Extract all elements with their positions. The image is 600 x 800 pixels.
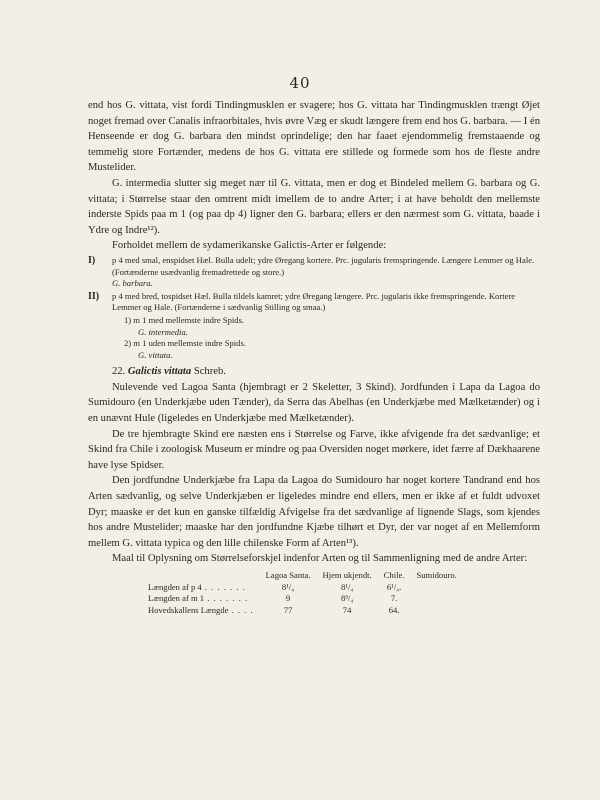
section-species-name: Galictis vittata (127, 366, 192, 378)
key-item-2a (88, 315, 540, 327)
table-cell: 8¹/₄ (340, 581, 354, 592)
table-header: Chile. (383, 570, 405, 580)
section-number: 22. (112, 366, 126, 378)
table-cell (410, 593, 462, 605)
table-header: Hjem ukjendt. (322, 570, 372, 580)
key-item-2b (88, 338, 540, 350)
section-author: Schreb. (193, 366, 226, 378)
paragraph-1: end hos G. vittata, vist fordi Tindingmusklen er svagere; hos G. vittata har Tindingmusklen trængt Øjet noget fremad over Canalis infraorbitales, hvis øvre Væg er skudt længere frem end hos G. barbara. — I én Henseende er dog G. barbara den mindst oprindelige; den har faaet ejendommelig fremstaaende og temmelig store Fortænder, medens de hos G. vittata ere stillede og formede som hos de fleste andre Mustelider. (88, 100, 540, 174)
table-row: Længden af p 4 . . . . . . . 8¹/₄ 8¹/₄ 6¹/₄. (148, 582, 463, 594)
measurement-table (148, 570, 463, 616)
key-item-1-number: I) (88, 254, 96, 266)
table-cell: 8¹/₄ (281, 581, 295, 592)
key-item-2b-species-row (88, 350, 540, 362)
key-item-2a-species-row (88, 327, 540, 339)
paragraph-3: Forholdet mellem de sydamerikanske Galictis-Arter er følgende: (112, 240, 387, 252)
key-item-2a-text: 1) m 1 med mellemste indre Spids. (124, 314, 245, 325)
paragraph-4: Nulevende ved Lagoa Santa (hjembragt er 2 Skeletter, 3 Skind). Jordfunden i Lapa da Lagoa do Sumidouro (en Underkjæbe uden Tænder), da Serra das Abelhas (en Underkjæbe med Mælketænder) og i en unævnt Hule (ligeledes en Underkjæbe med Mælketænder). (88, 381, 540, 425)
table-cell: 74 (342, 604, 352, 615)
paragraph-2: G. intermedia slutter sig meget nær til G. vittata, men er dog et Bindeled mellem G. barbara og G. vittata; i Størrelse staar den omtrent midt imellem de to andre Arter; i at have beholdt den mellemste inderste Spids paa m 1 (og paa dp 4) ligner den G. barbara; ellers er den nærmest som G. vittata, baade i Ydre og Indre¹²). (88, 177, 540, 236)
key-item-2-text: p 4 med bred, tospidset Hæl. Bulla tildels kamret; ydre Øregang længere. Prc. jugularis ikke fremspringende. Kortere Lemmer og Hale. (Fortænderne i sædvanlig Stilling og smaa.) (112, 290, 516, 313)
table-cell: 77 (283, 604, 293, 615)
table-cell: 8³/₄ (340, 593, 354, 603)
table-cell: 64. (388, 604, 400, 615)
table-header-row (148, 570, 463, 582)
key-item-1 (88, 255, 540, 290)
key-item-1-species: G. barbara. (112, 278, 153, 289)
table-cell: 7. (390, 593, 398, 603)
section-heading (88, 364, 540, 380)
table-cell (410, 582, 462, 594)
table-row: Hovedskallens Længde . . . . 77 74 64. (148, 605, 463, 617)
table-cell (410, 605, 462, 617)
key-item-1-text: p 4 med smal, enspidset Hæl. Bulla udelt; ydre Øregang kortere. Prc. jugularis fremspringende. Længere Lemmer og Hale. (Fortænderne usædvanlig fremadrettede og store.) (112, 254, 535, 277)
paragraph-6: Den jordfundne Underkjæbe fra Lapa da Lagoa do Sumidouro har noget kortere Tandrand end hos Arten sædvanlig, og selve Underkjæben er ligeledes mindre end ellers, men er ikke af et fuldt udvoxet Dyr; maaske er det kun en ganske tilfældig Afvigelse fra det sædvanlige af lignende Slags, som kjendes hos andre Mustelider; maaske har den jordfundne Kjæbe tilhørt et Dyr, der var noget af en Mellemform mellem G. vittata typica og den lille chilenske Form af Arten¹³). (88, 475, 540, 549)
table-cell: 6¹/₄. (386, 581, 402, 592)
row-label: Længden af p 4 (148, 581, 202, 592)
key-item-2-number: II) (88, 290, 100, 302)
table-header: Sumidouro. (416, 570, 457, 580)
row-label: Hovedskallens Længde (148, 604, 229, 615)
key-item-2a-species: G. intermedia. (138, 326, 188, 337)
paragraph-5: De tre hjembragte Skind ere næsten ens i Størrelse og Farve, ikke afvigende fra det sædvanlige; et Skind fra Chile i zoologisk Museum er mindre og paa Oversiden noget mørkere, idet færre af Dækhaarene have lyse Spidser. (88, 428, 540, 471)
row-label: Længden af m 1 (148, 593, 205, 603)
table-cell: 9 (285, 593, 291, 603)
key-item-2b-text: 2) m 1 uden mellemste indre Spids. (124, 338, 246, 349)
page-number: 40 (289, 74, 311, 92)
table-header: Lagoa Santa. (265, 570, 311, 580)
key-item-2 (88, 291, 540, 314)
key-item-2b-species: G. vittata. (138, 349, 173, 360)
page-body (88, 98, 540, 616)
paragraph-7: Maal til Oplysning om Størrelseforskjel indenfor Arten og til Sammenligning med de andre Arter: (112, 553, 528, 565)
table-row: Længden af m 1 . . . . . . . 9 8³/₄ 7. (148, 593, 463, 605)
